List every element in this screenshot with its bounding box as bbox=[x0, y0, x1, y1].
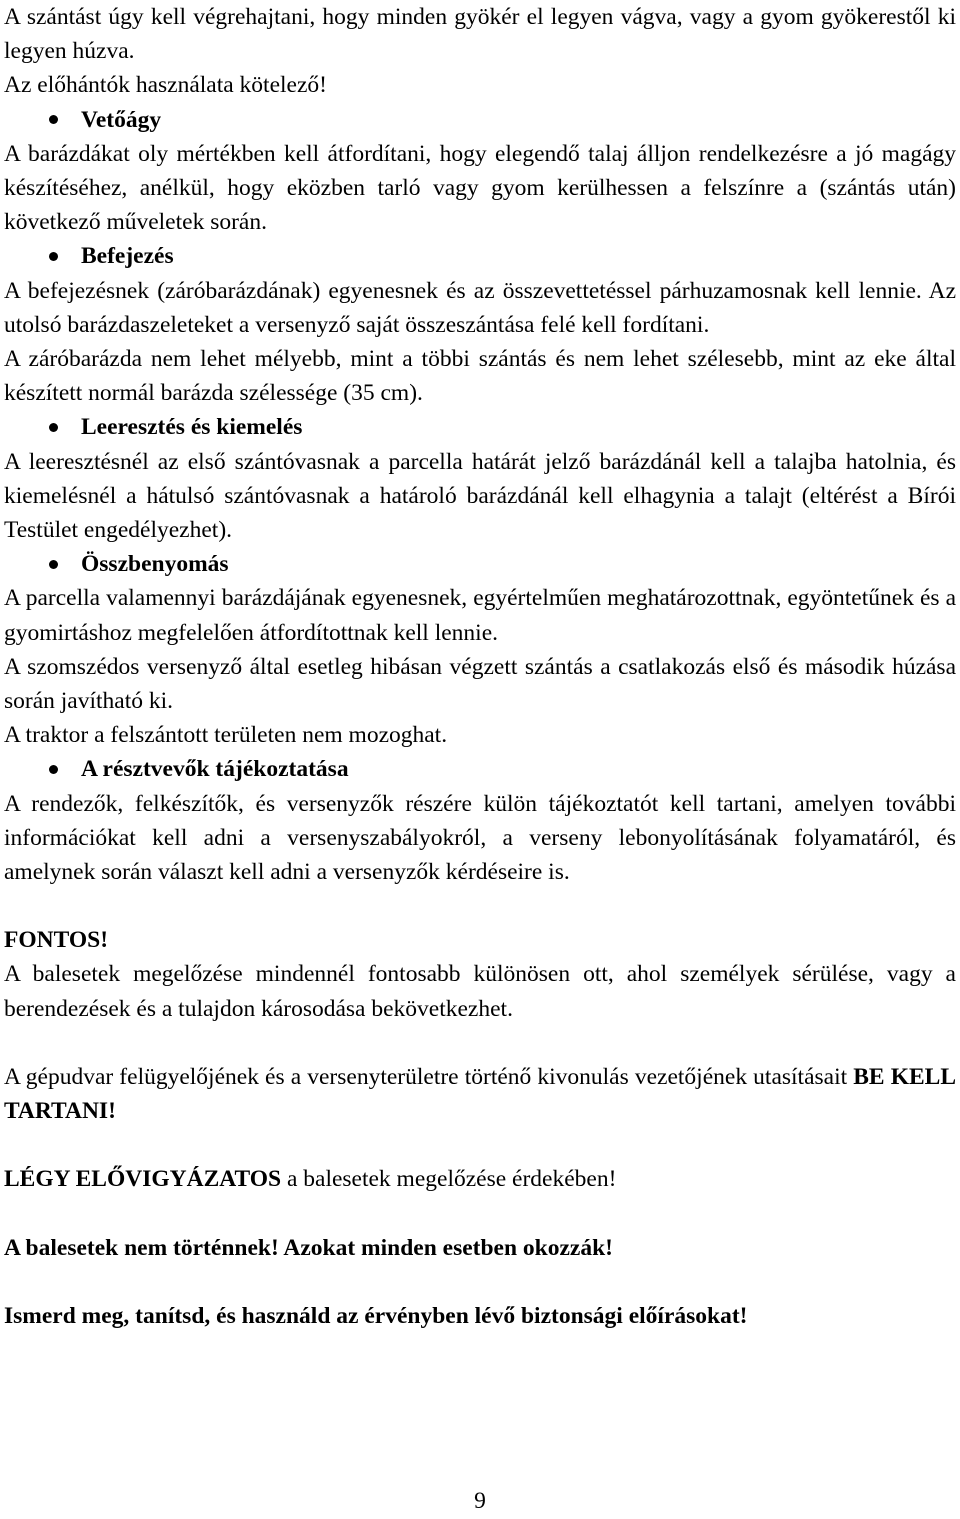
paragraph-participant-briefing: A rendezők, felkészítők, és versenyzők részére külön tájékoztatót kell tartani, amelyen további információkat kell adni a versenyszabályokról, a verseny lebonyolításának folyamatáról, és amelynek során választ kell adni a versenyzők kérdéseire is. bbox=[4, 790, 956, 886]
heading-participant-briefing-label: A résztvevők tájékoztatása bbox=[81, 756, 349, 783]
bullet-icon bbox=[49, 252, 58, 261]
paragraph-accident-prevention: A balesetek megelőzése mindennél fontosabb különösen ott, ahol személyek sérülése, vagy a berendezések és a tulajdon károsodása bekövetkezhet. bbox=[4, 961, 956, 1022]
bullet-icon bbox=[49, 115, 58, 124]
paragraph-instructions: A gépudvar felügyelőjének és a versenyterületre történő kivonulás vezetőjének utasításait BE KELL TARTANI! bbox=[4, 1063, 957, 1125]
paragraph-overall-impression: A parcella valamennyi barázdájának egyenesnek, egyértelműen meghatározottnak, egyöntetűnek és a gyomirtáshoz megfelelően átfordítottnak kell lennie. bbox=[4, 585, 956, 646]
heading-overall-impression bbox=[4, 547, 956, 581]
bullet-icon bbox=[49, 560, 58, 569]
heading-overall-impression-label: Összbenyomás bbox=[81, 551, 229, 578]
heading-finish bbox=[4, 239, 956, 273]
paragraph-be-careful: LÉGY ELŐVIGYÁZATOS a balesetek megelőzése érdekében! bbox=[4, 1166, 617, 1193]
heading-finish-label: Befejezés bbox=[81, 243, 174, 270]
page-number: 9 bbox=[474, 1488, 486, 1514]
heading-lowering-lifting bbox=[4, 410, 956, 444]
paragraph-finish: A befejezésnek (záróbarázdának) egyenesnek és az összevettetéssel párhuzamosnak kell lennie. Az utolsó barázdaszeleteket a versenyző saját összeszántása felé kell fordítani. bbox=[4, 277, 956, 338]
bullet-icon bbox=[49, 765, 58, 774]
paragraph-skimmers-mandatory: Az előhántók használata kötelező! bbox=[4, 72, 327, 99]
paragraph-finish-depth: A záróbarázda nem lehet mélyebb, mint a többi szántás és nem lehet szélesebb, mint az eke által készített normál barázda szélessége (35 cm). bbox=[4, 346, 956, 407]
important-label: FONTOS! bbox=[4, 927, 109, 954]
paragraph-safety-rules: Ismerd meg, tanítsd, és használd az érvényben lévő biztonsági előírásokat! bbox=[4, 1302, 748, 1329]
paragraph-accidents-caused: A balesetek nem történnek! Azokat minden esetben okozzák! bbox=[4, 1234, 614, 1261]
heading-seedbed-label: Vetőágy bbox=[81, 106, 162, 133]
paragraph-plowing-roots: A szántást úgy kell végrehajtani, hogy minden gyökér el legyen vágva, vagy a gyom gyökerestől ki legyen húzva. bbox=[4, 4, 956, 65]
heading-lowering-lifting-label: Leeresztés és kiemelés bbox=[81, 414, 303, 441]
paragraph-tractor: A traktor a felszántott területen nem mozoghat. bbox=[4, 722, 448, 749]
paragraph-lowering-lifting: A leeresztésnél az első szántóvasnak a parcella határát jelző barázdánál kell a talajba hatolnia, és kiemelésnél a hátulsó szántóvasnak a határoló barázdánál kell elhagynia a talajt (eltérést a Bírói Testület engedélyezhet). bbox=[4, 448, 956, 544]
heading-participant-briefing bbox=[4, 752, 956, 786]
bullet-icon bbox=[49, 423, 58, 432]
paragraph-neighbor-correction: A szomszédos versenyző által esetleg hibásan végzett szántás a csatlakozás első és második húzása során javítható ki. bbox=[4, 653, 956, 715]
paragraph-seedbed: A barázdákat oly mértékben kell átfordítani, hogy elegendő talaj álljon rendelkezésre a jó magágy készítéséhez, anélkül, hogy eközben tarló vagy gyom kerülhessen a felszínre a (szántás után) következő műveletek során. bbox=[4, 140, 956, 236]
heading-seedbed bbox=[4, 103, 956, 137]
